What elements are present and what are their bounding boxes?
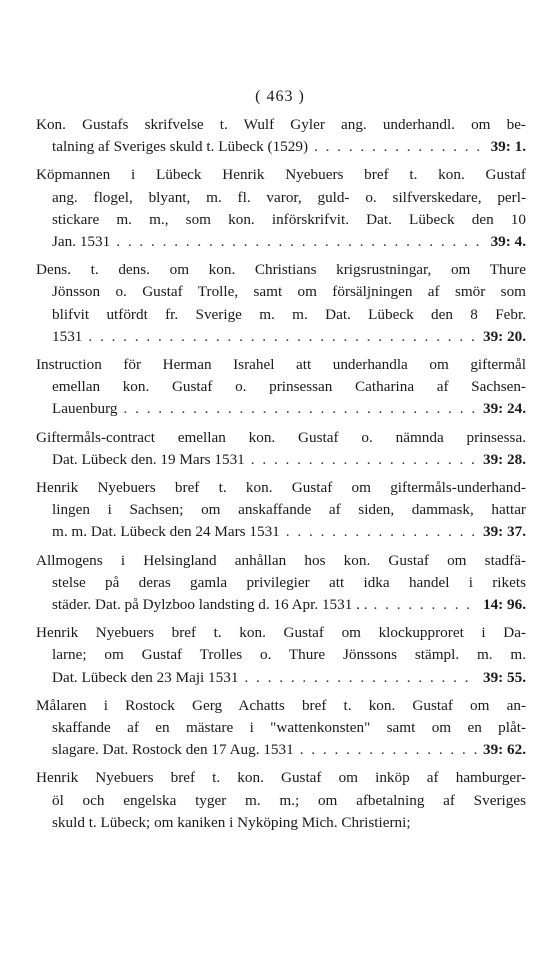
page-number: ( 463 )	[255, 88, 305, 105]
index-entry	[36, 114, 526, 158]
leader-dots	[251, 449, 477, 471]
volume-page-citation: 39: 62.	[482, 741, 526, 759]
entry-text: m. m. Dat. Lübeck den 24 Mars 1531	[52, 523, 280, 541]
leader-dots	[244, 667, 477, 689]
entry-text: Henrik Nyebuers bref t. kon. Gustaf om klockupproret i Da-	[36, 624, 526, 642]
entry-text: Köpmannen i Lübeck Henrik Nyebuers bref t. kon. Gustaf	[36, 166, 526, 184]
volume-page-citation: 39: 24.	[482, 400, 526, 418]
entry-reference-line	[36, 739, 526, 761]
entry-reference-line	[36, 667, 526, 689]
entry-reference-line	[36, 326, 526, 348]
entry-text: emellan kon. Gustaf o. prinsessan Catharina af Sachsen-	[52, 378, 526, 396]
entry-text: Lauenburg	[52, 400, 118, 418]
entry-text: öl och engelska tyger m. m.; om afbetalning af Sveriges	[52, 791, 526, 809]
entry-reference-line	[36, 594, 526, 616]
entry-text: Jönsson o. Gustaf Trolle, samt om försäljningen af smör som	[52, 283, 526, 301]
entry-text: Allmogens i Helsingland anhållan hos kon. Gustaf om stadfä-	[36, 551, 526, 569]
entry-text: Jan. 1531	[52, 233, 111, 251]
index-entry	[36, 477, 526, 544]
entry-text: slagare. Dat. Rostock den 17 Aug. 1531	[52, 741, 294, 759]
index-entry	[36, 354, 526, 421]
index-entry	[36, 259, 526, 348]
index-entry	[36, 164, 526, 253]
entry-text: Henrik Nyebuers bref t. kon. Gustaf om giftermåls-underhand-	[36, 479, 526, 497]
entry-text: skuld t. Lübeck; om kaniken i Nyköping Mich. Christierni;	[52, 813, 411, 831]
entry-reference-line	[36, 521, 526, 543]
leader-dots	[314, 136, 485, 158]
entry-text: blifvit utfördt fr. Sverige m. m. Dat. Lübeck den 8 Febr.	[52, 305, 526, 323]
leader-dots	[374, 594, 477, 616]
leader-dots	[286, 521, 477, 543]
entry-text: ang. flogel, blyant, m. fl. varor, guld- o. silfverskedare, perl-	[52, 188, 526, 206]
entry-reference-line	[36, 136, 526, 158]
entry-reference-line	[36, 231, 526, 253]
volume-page-citation: 39: 1.	[490, 138, 526, 156]
entry-text: Dens. t. dens. om kon. Christians krigsrustningar, om Thure	[36, 261, 526, 279]
index-entry	[36, 427, 526, 471]
entry-text: stelse på deras gamla privilegier att idka handel i rikets	[52, 573, 526, 591]
index-entry	[36, 695, 526, 762]
volume-page-citation: 39: 20.	[482, 327, 526, 345]
entry-text: Instruction för Herman Israhel att underhandla om giftermål	[36, 356, 526, 374]
volume-page-citation: 39: 55.	[482, 668, 526, 686]
entry-text: stickare m. m., som kon. införskrifvit. Dat. Lübeck den 10	[52, 210, 526, 228]
volume-page-citation: 14: 96.	[482, 596, 526, 614]
entry-reference-line	[36, 398, 526, 420]
entry-reference-line	[36, 449, 526, 471]
entry-text: lingen i Sachsen; om anskaffande af siden, dammask, hattar	[52, 501, 526, 519]
volume-page-citation: 39: 4.	[490, 233, 526, 251]
entry-text: Dat. Lübeck den 23 Maji 1531	[52, 668, 239, 686]
entry-text: skaffande af en mästare i "wattenkonsten" samt om en plåt-	[52, 719, 526, 737]
entry-text: talning af Sveriges skuld t. Lübeck (1529)	[52, 138, 309, 156]
entry-text: Kon. Gustafs skrifvelse t. Wulf Gyler ang. underhandl. om be-	[36, 116, 526, 133]
entry-text: Giftermåls-contract emellan kon. Gustaf o. nämnda prinsessa.	[36, 428, 526, 446]
leader-dots	[300, 739, 477, 761]
leader-dots	[88, 326, 477, 348]
index-entry	[36, 767, 526, 834]
volume-page-citation: 39: 37.	[482, 523, 526, 541]
volume-page-citation: 39: 28.	[482, 450, 526, 468]
leader-dots	[116, 231, 484, 253]
entry-text: Dat. Lübeck den. 19 Mars 1531	[52, 450, 245, 468]
entry-text: larne; om Gustaf Trolles o. Thure Jönssons stämpl. m. m.	[52, 646, 526, 664]
leader-dots	[124, 398, 477, 420]
index-entry	[36, 550, 526, 617]
entry-text: städer. Dat. på Dylzboo landsting d. 16 Apr. 1531 . .	[52, 596, 368, 614]
entry-text: Henrik Nyebuers bref t. kon. Gustaf om inköp af hamburger-	[36, 769, 526, 787]
index-entry	[36, 622, 526, 689]
entry-text: Målaren i Rostock Gerg Achatts bref t. kon. Gustaf om an-	[36, 696, 526, 714]
index-entries	[36, 114, 526, 840]
entry-text: 1531	[52, 327, 83, 345]
